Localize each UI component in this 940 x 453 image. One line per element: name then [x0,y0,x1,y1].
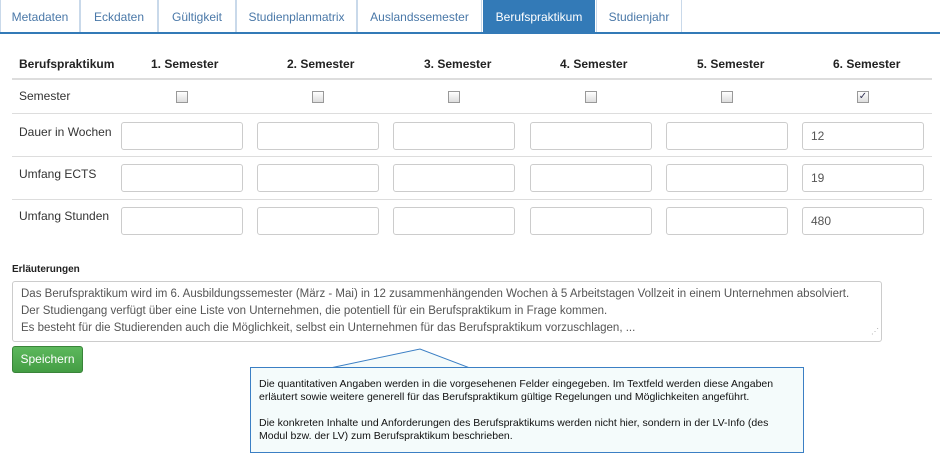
tooltip-pointer [330,347,470,369]
dauer-input-semester-1[interactable] [121,122,243,150]
header-semester-5: 5. Semester [697,57,765,71]
stunden-input-semester-2[interactable] [257,207,379,235]
tab-metadaten[interactable]: Metadaten [0,0,80,32]
ects-input-semester-3[interactable] [393,164,515,192]
header-semester-2: 2. Semester [287,57,355,71]
stunden-input-semester-6[interactable]: 480 [802,207,924,235]
tooltip-paragraph-1: Die quantitativen Angaben werden in die vorgesehenen Felder eingegeben. Im Textfeld werden diese Angaben erläutert sowie weitere generell für das Berufspraktikum gültige Regelungen und Möglichkeiten angeführt. [259,378,774,403]
row-label-stunden: Umfang Stunden [19,209,110,223]
stunden-input-semester-3[interactable] [393,207,515,235]
ects-input-semester-4[interactable] [530,164,652,192]
tab-gueltigkeit[interactable]: Gültigkeit [158,0,236,32]
ects-input-semester-2[interactable] [257,164,379,192]
dauer-input-semester-4[interactable] [530,122,652,150]
header-semester-4: 4. Semester [560,57,628,71]
header-berufspraktikum: Berufspraktikum [19,57,115,71]
ects-input-semester-5[interactable] [666,164,788,192]
ects-input-semester-6[interactable]: 19 [802,164,924,192]
erlaeuterungen-textarea[interactable] [12,281,882,342]
row-divider [12,199,932,200]
semester-checkbox-1[interactable] [176,91,188,103]
text-line: Das Berufspraktikum wird im 6. Ausbildungssemester (März - Mai) in 12 zusammenhängenden Wochen à 5 Arbeitstagen Vollzeit in einem Unternehmen absolviert. [21,288,850,300]
tab-studienjahr[interactable]: Studienjahr [596,0,682,32]
row-label-dauer: Dauer in Wochen [19,125,112,139]
resize-grip-icon[interactable]: ⋰ [871,327,879,336]
dauer-input-semester-3[interactable] [393,122,515,150]
header-semester-3: 3. Semester [424,57,492,71]
row-label-ects: Umfang ECTS [19,167,97,181]
semester-checkbox-3[interactable] [448,91,460,103]
semester-checkbox-2[interactable] [312,91,324,103]
row-divider [12,156,932,157]
save-button[interactable]: Speichern [12,346,83,373]
text-line: Der Studiengang verfügt über eine Liste von Unternehmen, die potentiell für ein Berufspraktikum in Frage kommen. [21,305,608,317]
ects-input-semester-1[interactable] [121,164,243,192]
header-divider [12,78,932,80]
tab-bar [0,0,940,34]
tab-auslandssemester[interactable]: Auslandssemester [357,0,482,32]
semester-checkbox-6[interactable]: ✓ [858,91,868,102]
stunden-input-semester-5[interactable] [666,207,788,235]
row-divider [12,113,932,114]
dauer-input-semester-5[interactable] [666,122,788,150]
text-line: Es besteht für die Studierenden auch die Möglichkeit, selbst ein Unternehmen für das Berufspraktikum vorzuschlagen, ... [21,322,636,334]
stunden-input-semester-1[interactable] [121,207,243,235]
header-semester-6: 6. Semester [833,57,901,71]
dauer-input-semester-2[interactable] [257,122,379,150]
tab-studienplanmatrix[interactable]: Studienplanmatrix [236,0,357,32]
row-label-semester: Semester [19,89,71,103]
tab-eckdaten[interactable]: Eckdaten [80,0,158,32]
stunden-input-semester-4[interactable] [530,207,652,235]
dauer-input-semester-6[interactable]: 12 [802,122,924,150]
semester-checkbox-5[interactable] [721,91,733,103]
semester-checkbox-4[interactable] [585,91,597,103]
tab-berufspraktikum[interactable]: Berufspraktikum [483,0,595,32]
erlaeuterungen-label: Erläuterungen [12,264,80,275]
header-semester-1: 1. Semester [151,57,219,71]
help-tooltip [250,367,804,453]
tooltip-paragraph-2: Die konkreten Inhalte und Anforderungen des Berufspraktikums werden nicht hier, sondern in der LV-Info (des Modul bzw. der LV) zum Berufspraktikum beschrieben. [259,417,769,442]
